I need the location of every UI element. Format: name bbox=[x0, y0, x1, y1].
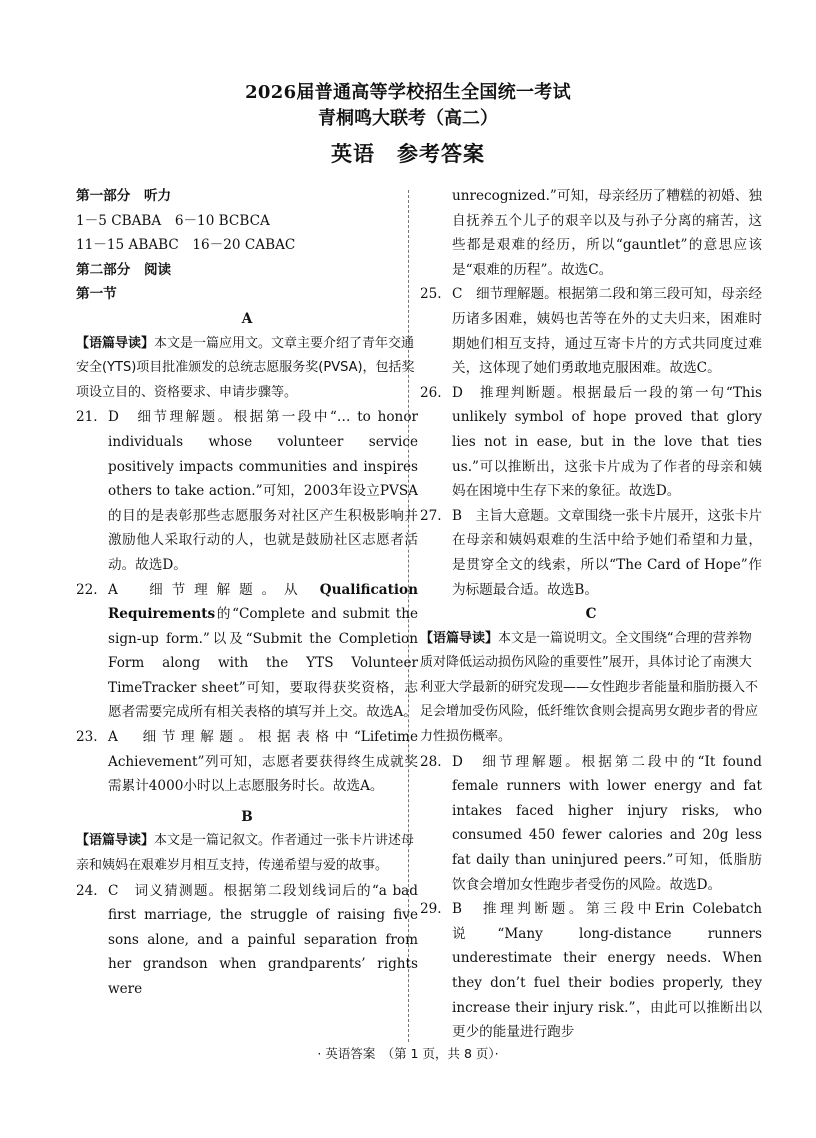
question-number: 23. bbox=[76, 729, 98, 746]
answer-item-27 bbox=[420, 504, 762, 602]
left-column bbox=[76, 184, 418, 1002]
answer-explanation bbox=[108, 578, 418, 726]
subject-title: 英语 参考答案 bbox=[331, 141, 485, 166]
answer-explanation: D 细节理解题。根据第二段中的“It found female runners with lower energy and fat intakes faced higher injury risks, who consumed 450 fewer calories and 20g less fat daily than uninjured peers.”可知，低脂肪饮食会增加女性跑步者受伤的风险。故选D。 bbox=[452, 753, 762, 893]
answer-explanation: C 细节理解题。根据第二段和第三段可知，母亲经历诸多困难，姨妈也苦等在外的丈夫归来，困难时期她们相互支持，通过互寄卡片的方式共同度过难关，这体现了她们勇敢地克服困难。故选C。 bbox=[452, 286, 762, 377]
answer-item-25 bbox=[420, 282, 762, 380]
bold-heading-ref: Qualification Requirements bbox=[108, 581, 418, 623]
intro-tag: 【语篇导读】 bbox=[420, 630, 499, 646]
answer-item-26 bbox=[420, 381, 762, 504]
question-number: 22. bbox=[76, 581, 98, 598]
question-number: 26. bbox=[420, 384, 442, 401]
answer-explanation: D 细节理解题。根据第一段中“… to honor individuals whose volunteer service positively impacts communities and inspires others to take action.”可知，2003年设立PVSA的目的是表彰那些志愿服务对社区产生积极影响并激励他人采取行动的人，也就是鼓励社区志愿者活动。故选D。 bbox=[108, 409, 418, 573]
question-number: 29. bbox=[420, 901, 442, 918]
answer-item-21 bbox=[76, 405, 418, 577]
answer-item-24-continued: unrecognized.”可知，母亲经历了糟糕的初婚、独自抚养五个儿子的艰辛以及与孙子分离的痛苦，这些都是艰难的经历，所以“gauntlet”的意思应该是“艰难的历程”。故选C。 bbox=[452, 188, 762, 278]
exam-subtitle: 青桐鸣大联考（高二） bbox=[318, 108, 498, 129]
subsection-heading: 第一节 bbox=[76, 286, 117, 303]
answer-item-22 bbox=[76, 578, 418, 726]
intro-text: 本文是一篇应用文。文章主要介绍了青年交通安全(YTS)项目批准颁发的总统志愿服务奖(PVSA)，包括奖项设立目的、资格要求、申请步骤等。 bbox=[76, 335, 415, 400]
explanation-text: 的“Complete and submit the sign-up form.”以及“Submit the Completion Form along with the YTS Volunteer TimeTracker sheet”可知，要取得获奖资格，志愿者需要完成所有相关表格的填写并上交。故选A。 bbox=[108, 606, 418, 721]
question-number: 27. bbox=[420, 507, 442, 524]
question-number: 25. bbox=[420, 286, 442, 303]
answer-explanation: D 推理判断题。根据最后一段的第一句“This unlikely symbol of hope proved that glory lies not in ease, but in the love that ties us.”可以推断出，这张卡片成为了作者的母亲和姨妈在困境中生存下来的象征。故选D。 bbox=[452, 384, 762, 500]
passage-label-c: C bbox=[585, 606, 597, 623]
answer-explanation: B 推理判断题。第三段中Erin Colebatch说“Many long-distance runners underestimate their energy needs. When they don’t fuel their bodies properly, they increase their injury risk.”，由此可以推断出以更少的能量进行跑步 bbox=[452, 901, 762, 1041]
answer-item-24 bbox=[76, 879, 418, 1002]
intro-text: 本文是一篇说明文。全文围绕“合理的营养物质对降低运动损伤风险的重要性”展开，具体讨论了南澳大利亚大学最新的研究发现——女性跑步者能量和脂肪摄入不足会增加受伤风险，低纤维饮食则会提高男女跑步者的骨应力性损伤概率。 bbox=[420, 630, 759, 745]
question-number: 28. bbox=[420, 753, 442, 770]
answers-1-10: 1－5 CBABA 6－10 BCBCA bbox=[76, 212, 270, 229]
intro-text: 本文是一篇记叙文。作者通过一张卡片讲述母亲和姨妈在艰难岁月相互支持，传递希望与爱的故事。 bbox=[76, 833, 415, 874]
answer-item-28 bbox=[420, 750, 762, 898]
explanation-text: A 细节理解题。从 bbox=[108, 581, 307, 598]
question-number: 24. bbox=[76, 882, 98, 899]
answer-explanation: C 词义猜测题。根据第二段划线词后的“a bad first marriage, the struggle of raising five sons alone, and a painful separation from her grandson when grandparents’ rights were bbox=[108, 882, 418, 997]
passage-intro-b bbox=[76, 829, 418, 878]
page-footer: · 英语答案 （第 1 页，共 8 页）· bbox=[317, 1046, 499, 1061]
passage-intro-a bbox=[76, 332, 418, 406]
answer-explanation: B 主旨大意题。文章围绕一张卡片展开，这张卡片在母亲和姨妈艰难的生活中给予她们希望和力量，是贯穿全文的线索，所以“The Card of Hope”作为标题最合适。故选B。 bbox=[452, 507, 762, 598]
right-column bbox=[420, 184, 762, 1045]
exam-title: 2026届普通高等学校招生全国统一考试 bbox=[245, 82, 571, 103]
passage-intro-c bbox=[420, 627, 762, 750]
answer-explanation: A 细节理解题。根据表格中“Lifetime Achievement”列可知，志愿者要获得终生成就奖需累计4000小时以上志愿服务时长。故选A。 bbox=[108, 729, 418, 795]
intro-tag: 【语篇导读】 bbox=[76, 335, 155, 351]
answers-11-20: 11－15 ABABC 16－20 CABAC bbox=[76, 237, 296, 254]
section-heading-listening: 第一部分 听力 bbox=[76, 188, 172, 204]
passage-label-a: A bbox=[241, 310, 253, 327]
question-number: 21. bbox=[76, 409, 98, 426]
answer-item-29 bbox=[420, 897, 762, 1045]
intro-tag: 【语篇导读】 bbox=[76, 833, 155, 849]
section-heading-reading: 第二部分 阅读 bbox=[76, 261, 172, 278]
answer-item-23 bbox=[76, 725, 418, 799]
passage-label-b: B bbox=[241, 808, 253, 825]
